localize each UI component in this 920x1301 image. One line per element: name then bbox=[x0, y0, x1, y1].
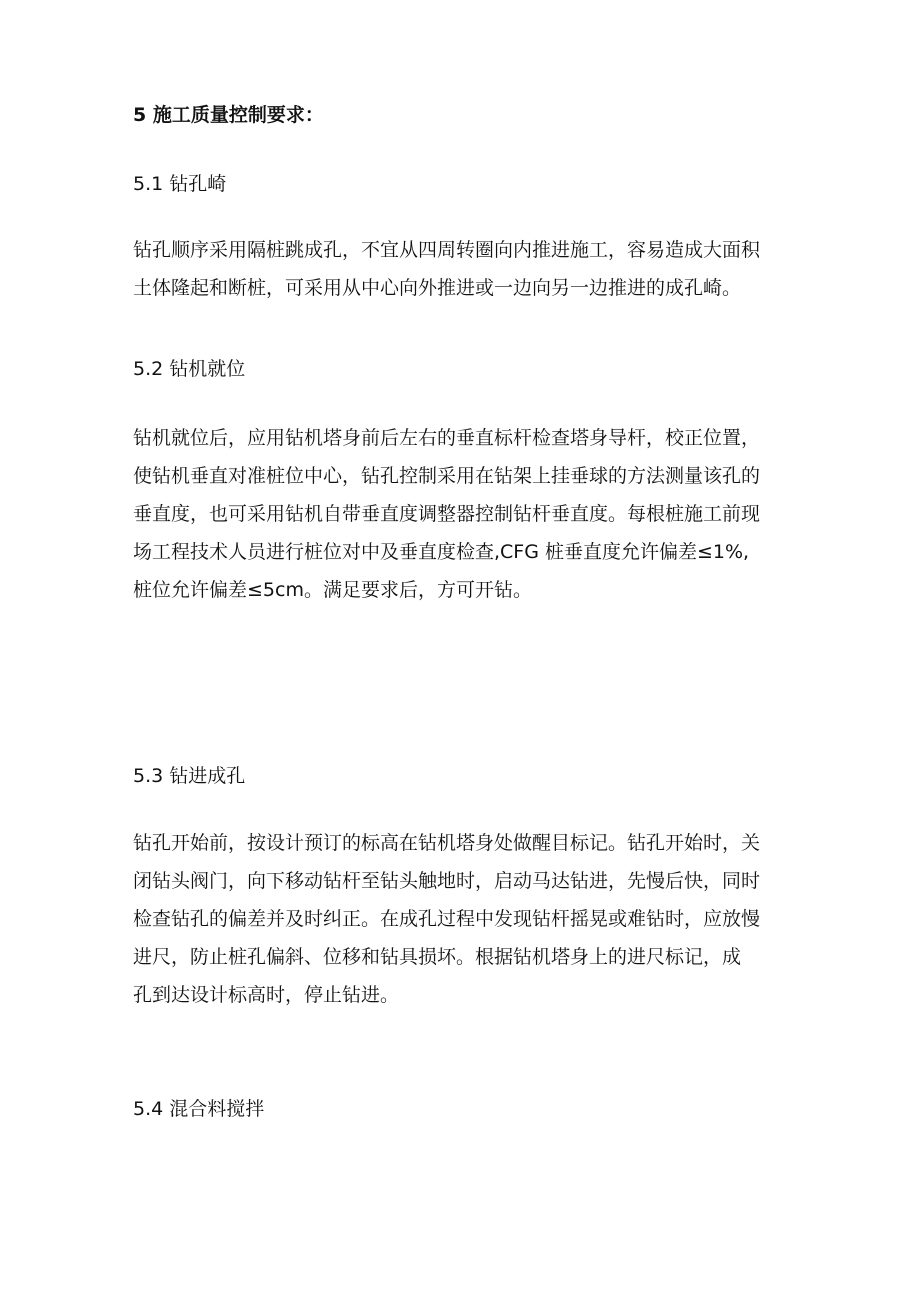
section-heading-5-3: 5.3 钻进成孔 bbox=[133, 765, 246, 787]
section-heading-5-1: 5.1 钻孔崎 bbox=[133, 173, 227, 195]
paragraph-line: 孔到达设计标高时，停止钻进。 bbox=[133, 984, 400, 1006]
paragraph-line: 桩位允许偏差≤5cm。满足要求后，方可开钻。 bbox=[133, 579, 532, 601]
section-heading-5-2: 5.2 钻机就位 bbox=[133, 358, 246, 380]
section-heading-5-4: 5.4 混合料搅拌 bbox=[133, 1098, 265, 1120]
section-paragraph-5-2 bbox=[133, 424, 793, 614]
paragraph-line: 钻孔开始前，按设计预订的标高在钻机塔身处做醒目标记。钻孔开始时，关 bbox=[133, 832, 761, 854]
paragraph-line: 土体隆起和断桩，可采用从中心向外推进或一边向另一边推进的成孔崎。 bbox=[133, 277, 742, 299]
page-title: 5 施工质量控制要求： bbox=[133, 104, 324, 126]
paragraph-line: 检查钻孔的偏差并及时纠正。在成孔过程中发现钻杆摇晃或难钻时，应放慢 bbox=[133, 908, 761, 930]
section-paragraph-5-1 bbox=[133, 236, 793, 312]
paragraph-line: 钻孔顺序采用隔桩跳成孔，不宜从四周转圈向内推进施工，容易造成大面积 bbox=[133, 239, 761, 261]
paragraph-line: 场工程技术人员进行桩位对中及垂直度检查,CFG 桩垂直度允许偏差≤1%, bbox=[133, 541, 750, 563]
paragraph-line: 垂直度，也可采用钻机自带垂直度调整器控制钻杆垂直度。每根桩施工前现 bbox=[133, 503, 761, 525]
paragraph-line: 使钻机垂直对准桩位中心，钻孔控制采用在钻架上挂垂球的方法测量该孔的 bbox=[133, 465, 761, 487]
section-paragraph-5-3 bbox=[133, 829, 793, 1019]
paragraph-line: 进尺，防止桩孔偏斜、位移和钻具损坏。根据钻机塔身上的进尺标记，成 bbox=[133, 946, 742, 968]
paragraph-line: 钻机就位后，应用钻机塔身前后左右的垂直标杆检查塔身导杆，校正位置， bbox=[133, 427, 761, 449]
paragraph-line: 闭钻头阀门，向下移动钻杆至钻头触地时，启动马达钻进，先慢后快，同时 bbox=[133, 870, 761, 892]
